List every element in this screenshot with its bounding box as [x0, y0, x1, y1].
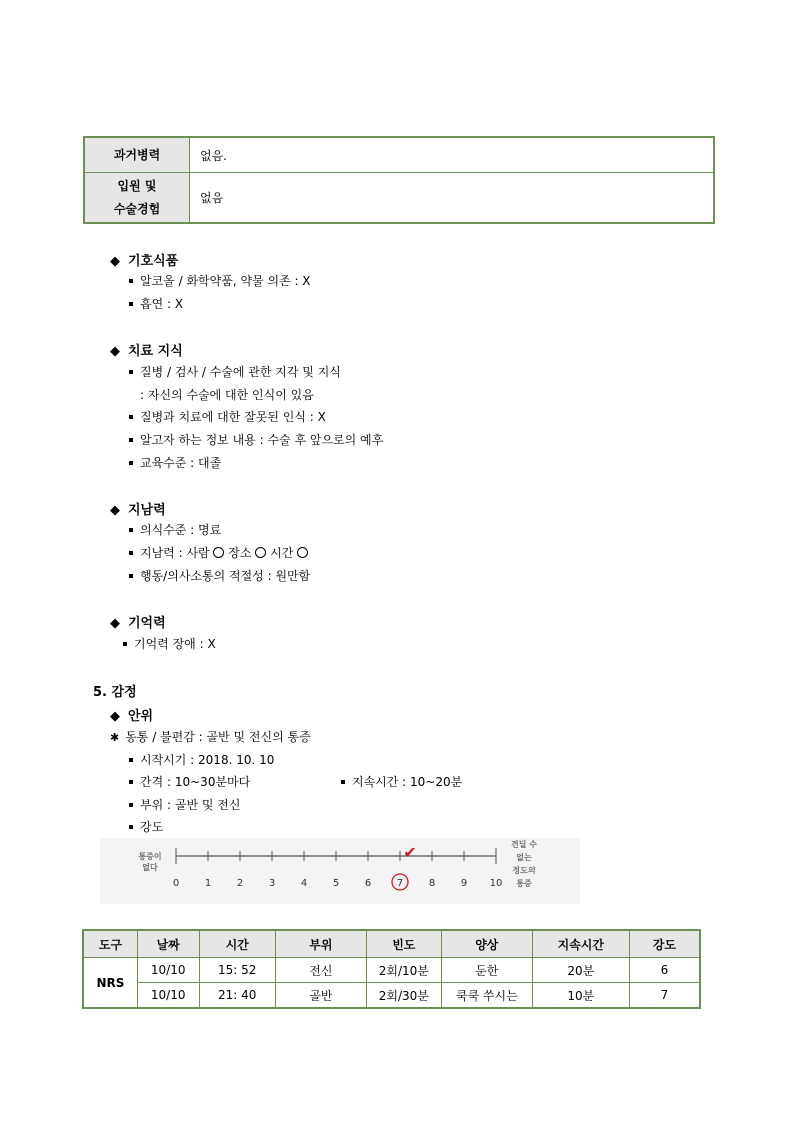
list-item: 질병과 치료에 대한 잘못된 인식 : X [129, 408, 326, 425]
table-header: 시간 [199, 930, 275, 958]
table-cell: 전신 [275, 958, 366, 983]
table-header: 날짜 [137, 930, 199, 958]
history-label-surgery: 입원 및 수술경험 [84, 173, 190, 224]
nrs-table [82, 929, 701, 1009]
table-cell: 20분 [532, 958, 629, 983]
list-item-sub: : 자신의 수술에 대한 인식이 있음 [140, 388, 314, 402]
list-item: 질병 / 검사 / 수술에 관한 지각 및 지식 [129, 363, 341, 380]
section-orientation-heading: ◆ 지남력 [110, 503, 166, 518]
pain-scale-right-text: 견딜 수 [511, 840, 537, 849]
list-item: 교육수준 : 대졸 [129, 454, 221, 471]
list-item: 부위 : 골반 및 전신 [129, 796, 240, 813]
pain-scale-background [100, 838, 580, 904]
table-cell: 10분 [532, 983, 629, 1009]
list-item: 강도 [129, 818, 163, 835]
bullet-icon [123, 642, 127, 646]
bullet-icon [129, 825, 133, 829]
table-cell: 둔한 [441, 958, 532, 983]
bullet-icon [129, 528, 133, 532]
section-treatment-heading: ◆ 치료 지식 [110, 344, 183, 359]
pain-scale-tick-label: 1 [204, 878, 212, 889]
table-header: 빈도 [366, 930, 441, 958]
pain-scale-tick-label: 4 [300, 878, 308, 889]
bullet-icon [129, 551, 133, 555]
list-item: 의식수준 : 명료 [129, 521, 221, 538]
pain-scale-tick-label: 8 [428, 878, 436, 889]
asterisk-icon: ✱ [110, 731, 120, 744]
bullet-icon [341, 780, 345, 784]
table-header: 부위 [275, 930, 366, 958]
pain-scale-tick-label: 2 [236, 878, 244, 889]
bullet-icon [129, 438, 133, 442]
section-preferences-heading: ◆ 기호식품 [110, 254, 179, 269]
table-cell: 21: 40 [199, 983, 275, 1009]
bullet-icon [129, 758, 133, 762]
list-item: 지남력 : 사람 장소 시간 [129, 544, 308, 561]
table-cell: 10/10 [137, 958, 199, 983]
table-cell: 6 [629, 958, 700, 983]
bullet-icon [129, 574, 133, 578]
diamond-icon: ◆ [110, 254, 120, 269]
list-item: 지속시간 : 10~20분 [341, 773, 462, 790]
table-cell: 2회/10분 [366, 958, 441, 983]
pain-scale-tick-label: 10 [489, 878, 503, 889]
diamond-icon: ◆ [110, 709, 120, 724]
section-comfort-heading: ◆ 안위 [110, 709, 154, 724]
table-header: 양상 [441, 930, 532, 958]
table-cell: 2회/30분 [366, 983, 441, 1009]
pain-scale-left-text: 통증이 [138, 852, 162, 861]
pain-scale [100, 838, 580, 904]
section-5-title: 5. 감정 [93, 685, 137, 700]
pain-scale-right-text: 없는 [516, 853, 532, 862]
pain-scale-tick-label: 3 [268, 878, 276, 889]
table-cell: 10/10 [137, 983, 199, 1009]
table-cell: 골반 [275, 983, 366, 1009]
pain-scale-tick-label: 9 [460, 878, 468, 889]
pain-scale-left-text: 없다 [142, 863, 158, 872]
circle-icon [297, 547, 308, 558]
list-item: 간격 : 10~30분마다 [129, 773, 250, 790]
list-item: ✱ 동통 / 불편감 : 골반 및 전신의 통증 [110, 730, 311, 744]
table-header: 지속시간 [532, 930, 629, 958]
check-mark-icon: ✔ [403, 843, 417, 862]
list-item: 기억력 장애 : X [123, 635, 216, 652]
bullet-icon [129, 415, 133, 419]
list-item: 흡연 : X [129, 295, 183, 312]
diamond-icon: ◆ [110, 616, 120, 631]
history-table [83, 136, 715, 224]
bullet-icon [129, 461, 133, 465]
table-cell: 7 [629, 983, 700, 1009]
pain-scale-tick-label: 7 [396, 878, 404, 889]
history-label-past: 과거병력 [84, 137, 190, 173]
bullet-icon [129, 780, 133, 784]
bullet-icon [129, 803, 133, 807]
table-cell: 15: 52 [199, 958, 275, 983]
diamond-icon: ◆ [110, 503, 120, 518]
bullet-icon [129, 279, 133, 283]
list-item: 시작시기 : 2018. 10. 10 [129, 751, 274, 768]
table-cell: 쿡쿡 쑤시는 [441, 983, 532, 1009]
pain-scale-right-text: 통증 [516, 879, 532, 888]
circle-icon [213, 547, 224, 558]
diamond-icon: ◆ [110, 344, 120, 359]
circle-icon [255, 547, 266, 558]
bullet-icon [129, 302, 133, 306]
section-memory-heading: ◆ 기억력 [110, 616, 166, 631]
list-item: 알코올 / 화학약품, 약물 의존 : X [129, 272, 311, 289]
pain-scale-tick-label: 5 [332, 878, 340, 889]
nrs-tool-cell: NRS [83, 958, 137, 1009]
history-value-past: 없음. [190, 137, 715, 173]
bullet-icon [129, 370, 133, 374]
list-item: 행동/의사소통의 적절성 : 원만함 [129, 567, 310, 584]
pain-scale-tick-label: 0 [172, 878, 180, 889]
table-header: 도구 [83, 930, 137, 958]
pain-scale-tick-label: 6 [364, 878, 372, 889]
pain-scale-right-text: 정도의 [512, 866, 536, 875]
table-header: 강도 [629, 930, 700, 958]
list-item: 알고자 하는 정보 내용 : 수술 후 앞으로의 예후 [129, 431, 383, 448]
history-value-surgery: 없음 [190, 173, 715, 224]
